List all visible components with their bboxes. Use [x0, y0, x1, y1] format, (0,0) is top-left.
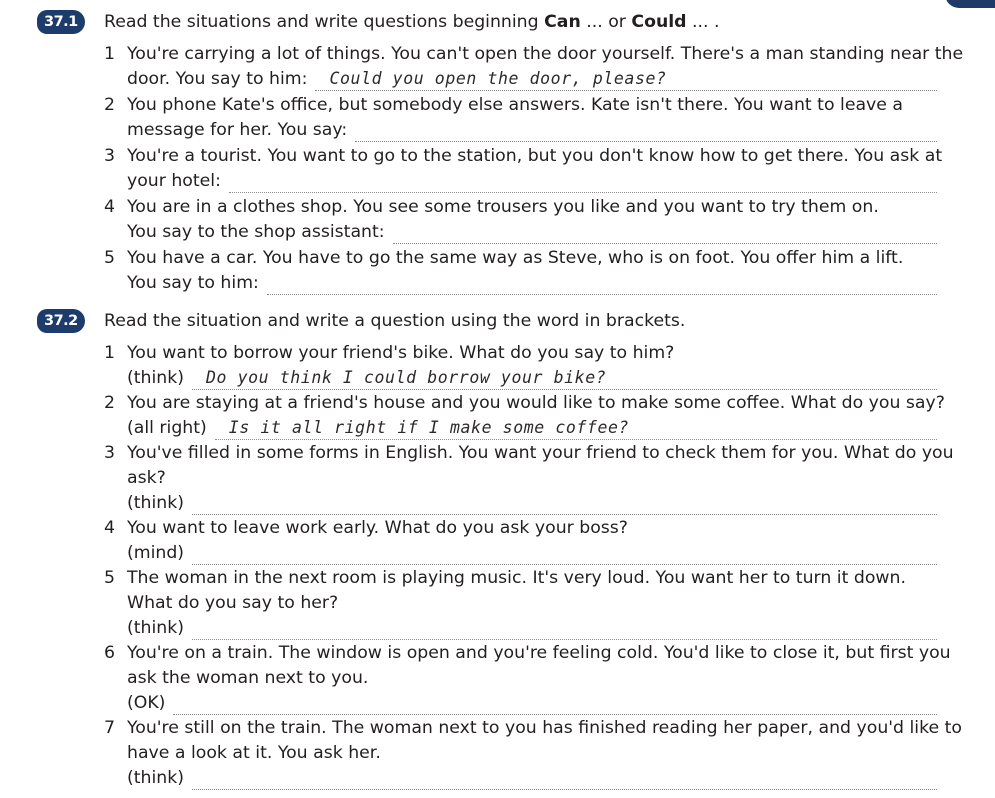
item-text: You're still on the train. The woman next to you has finished reading her paper, and you'd like to: [127, 718, 962, 738]
word-in-brackets: (think): [127, 493, 184, 513]
answer-row: [127, 366, 937, 390]
exercise-instruction: Read the situation and write a question using the word in brackets.: [104, 311, 686, 331]
handwritten-answer: Do you think I could borrow your bike?: [205, 368, 607, 387]
item-text: You are in a clothes shop. You see some trousers you like and you want to try them on.: [127, 197, 879, 217]
item-text: You have a car. You have to go the same way as Steve, who is on foot. You offer him a lift.: [127, 248, 904, 268]
item-text: What do you say to her?: [127, 593, 339, 613]
item-text: You phone Kate's office, but somebody else answers. Kate isn't there. You want to leave a: [127, 95, 903, 115]
answer-row: [127, 491, 937, 515]
answer-prompt: message for her. You say:: [127, 120, 348, 140]
item-number: 5: [104, 568, 115, 588]
item-number: 2: [104, 95, 115, 115]
answer-prompt: You say to the shop assistant:: [127, 222, 385, 242]
answer-prompt: You say to him:: [127, 273, 259, 293]
answer-field[interactable]: [267, 273, 937, 295]
item-text: ask the woman next to you.: [127, 668, 369, 688]
answer-field[interactable]: [215, 418, 937, 440]
handwritten-answer: Could you open the door, please?: [329, 69, 667, 88]
answer-field[interactable]: [192, 493, 937, 515]
answer-field[interactable]: [192, 368, 937, 390]
exercise-number-badge: 37.1: [37, 10, 85, 34]
answer-field[interactable]: [355, 120, 937, 142]
answer-field[interactable]: [192, 768, 937, 790]
item-text: The woman in the next room is playing music. It's very loud. You want her to turn it down.: [127, 568, 906, 588]
answer-prompt: door. You say to him:: [127, 69, 308, 89]
answer-row: [127, 691, 937, 715]
item-text: You want to borrow your friend's bike. What do you say to him?: [127, 343, 675, 363]
answer-row: [127, 766, 937, 790]
answer-field[interactable]: [192, 618, 937, 640]
answer-field[interactable]: [192, 543, 937, 565]
answer-row: [127, 416, 937, 440]
item-number: 6: [104, 643, 115, 663]
answer-field[interactable]: [393, 222, 937, 244]
answer-row: [127, 271, 937, 295]
answer-field[interactable]: [315, 69, 937, 91]
word-in-brackets: (think): [127, 618, 184, 638]
exercise-instruction: Read the situations and write questions beginning Can ... or Could ... .: [104, 12, 720, 32]
item-number: 3: [104, 443, 115, 463]
item-text: You're a tourist. You want to go to the station, but you don't know how to get there. You ask at: [127, 146, 943, 166]
answer-prompt: your hotel:: [127, 171, 221, 191]
answer-row: [127, 169, 937, 193]
exercise-header: [37, 309, 85, 333]
exercise-header: [37, 10, 85, 34]
page-corner-tab: [945, 0, 995, 8]
item-text: You've filled in some forms in English. You want your friend to check them for you. What do you: [127, 443, 954, 463]
item-text: ask?: [127, 468, 166, 488]
exercise-number-badge: 37.2: [37, 309, 85, 333]
item-number: 4: [104, 518, 115, 538]
word-in-brackets: (think): [127, 368, 184, 388]
item-text: You're on a train. The window is open and you're feeling cold. You'd like to close it, but first you: [127, 643, 951, 663]
item-number: 1: [104, 44, 115, 64]
word-in-brackets: (mind): [127, 543, 185, 563]
item-number: 7: [104, 718, 115, 738]
answer-row: [127, 616, 937, 640]
item-number: 2: [104, 393, 115, 413]
word-in-brackets: (OK): [127, 693, 166, 713]
item-number: 3: [104, 146, 115, 166]
item-text: You want to leave work early. What do you ask your boss?: [127, 518, 628, 538]
item-number: 4: [104, 197, 115, 217]
item-text: You're carrying a lot of things. You can't open the door yourself. There's a man standing near the: [127, 44, 964, 64]
item-text: You are staying at a friend's house and you would like to make some coffee. What do you say?: [127, 393, 945, 413]
answer-field[interactable]: [229, 171, 937, 193]
item-text: have a look at it. You ask her.: [127, 743, 381, 763]
answer-row: [127, 67, 937, 91]
answer-row: [127, 118, 937, 142]
word-in-brackets: (all right): [127, 418, 207, 438]
answer-row: [127, 220, 937, 244]
handwritten-answer: Is it all right if I make some coffee?: [228, 418, 630, 437]
answer-row: [127, 541, 937, 565]
answer-field[interactable]: [173, 693, 937, 715]
word-in-brackets: (think): [127, 768, 184, 788]
item-number: 1: [104, 343, 115, 363]
item-number: 5: [104, 248, 115, 268]
